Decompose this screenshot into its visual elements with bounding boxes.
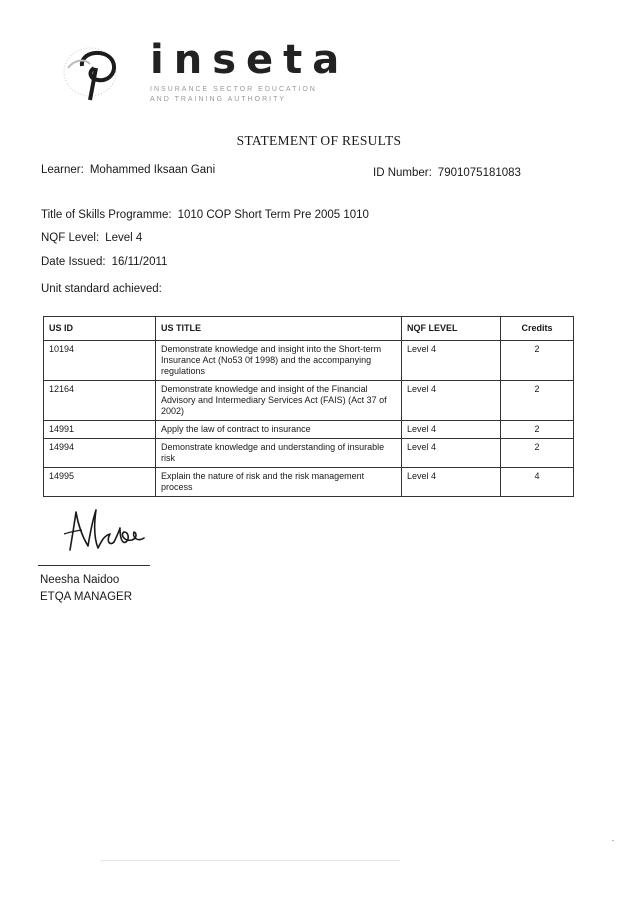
cell-nqf-level: Level 4 bbox=[402, 468, 501, 497]
col-header-us-title: US TITLE bbox=[156, 317, 402, 341]
col-header-us-id: US ID bbox=[44, 317, 156, 341]
brand-tagline-2: AND TRAINING AUTHORITY bbox=[150, 96, 287, 103]
cell-credits: 2 bbox=[501, 341, 574, 381]
cell-us-title: Demonstrate knowledge and insight into the Short-term Insurance Act (No53 0f 1998) and the accompanying regulations bbox=[156, 341, 402, 381]
brand-name: inseta bbox=[150, 37, 350, 83]
cell-credits: 2 bbox=[501, 381, 574, 421]
cell-credits: 2 bbox=[501, 421, 574, 439]
programme-value: 1010 COP Short Term Pre 2005 1010 bbox=[177, 209, 369, 221]
signature-image bbox=[58, 498, 168, 558]
table-row bbox=[44, 439, 574, 468]
inseta-logo-icon bbox=[60, 38, 130, 108]
table-header-row bbox=[44, 317, 574, 341]
cell-us-id: 10194 bbox=[44, 341, 156, 381]
signature-line bbox=[38, 565, 150, 566]
cell-credits: 2 bbox=[501, 439, 574, 468]
col-header-credits: Credits bbox=[501, 317, 574, 341]
table-row bbox=[44, 468, 574, 497]
scan-speck bbox=[612, 840, 614, 841]
cell-us-title: Apply the law of contract to insurance bbox=[156, 421, 402, 439]
programme-label: Title of Skills Programme: bbox=[41, 209, 172, 221]
id-number-label: ID Number: bbox=[373, 167, 432, 179]
signatory-name: Neesha Naidoo bbox=[40, 574, 120, 586]
learner-line bbox=[41, 164, 215, 176]
id-number-line bbox=[373, 167, 521, 179]
nqf-label: NQF Level: bbox=[41, 232, 100, 244]
programme-line bbox=[41, 209, 369, 221]
table-row bbox=[44, 381, 574, 421]
id-number-value: 7901075181083 bbox=[437, 167, 521, 179]
cell-nqf-level: Level 4 bbox=[402, 341, 501, 381]
units-heading: Unit standard achieved: bbox=[41, 283, 162, 295]
nqf-value: Level 4 bbox=[105, 232, 143, 244]
cell-nqf-level: Level 4 bbox=[402, 439, 501, 468]
date-issued-value: 16/11/2011 bbox=[111, 256, 168, 268]
scan-speck bbox=[100, 860, 400, 861]
cell-us-title: Explain the nature of risk and the risk management process bbox=[156, 468, 402, 497]
table-row bbox=[44, 421, 574, 439]
cell-us-title: Demonstrate knowledge and understanding of insurable risk bbox=[156, 439, 402, 468]
cell-us-title: Demonstrate knowledge and insight of the Financial Advisory and Intermediary Services Act (FAIS) (Act 37 of 2002) bbox=[156, 381, 402, 421]
date-issued-line bbox=[41, 256, 167, 268]
document-title: STATEMENT OF RESULTS bbox=[236, 133, 402, 148]
cell-us-id: 14994 bbox=[44, 439, 156, 468]
results-table bbox=[43, 316, 574, 497]
cell-nqf-level: Level 4 bbox=[402, 421, 501, 439]
table-row bbox=[44, 341, 574, 381]
nqf-line bbox=[41, 232, 142, 244]
cell-us-id: 12164 bbox=[44, 381, 156, 421]
brand-tagline-1: INSURANCE SECTOR EDUCATION bbox=[150, 86, 317, 93]
cell-us-id: 14991 bbox=[44, 421, 156, 439]
learner-value: Mohammed Iksaan Gani bbox=[89, 164, 216, 176]
cell-us-id: 14995 bbox=[44, 468, 156, 497]
cell-nqf-level: Level 4 bbox=[402, 381, 501, 421]
signatory-role: ETQA MANAGER bbox=[40, 591, 133, 603]
learner-label: Learner: bbox=[41, 164, 84, 176]
date-issued-label: Date Issued: bbox=[41, 256, 106, 268]
cell-credits: 4 bbox=[501, 468, 574, 497]
col-header-nqf-level: NQF LEVEL bbox=[402, 317, 501, 341]
